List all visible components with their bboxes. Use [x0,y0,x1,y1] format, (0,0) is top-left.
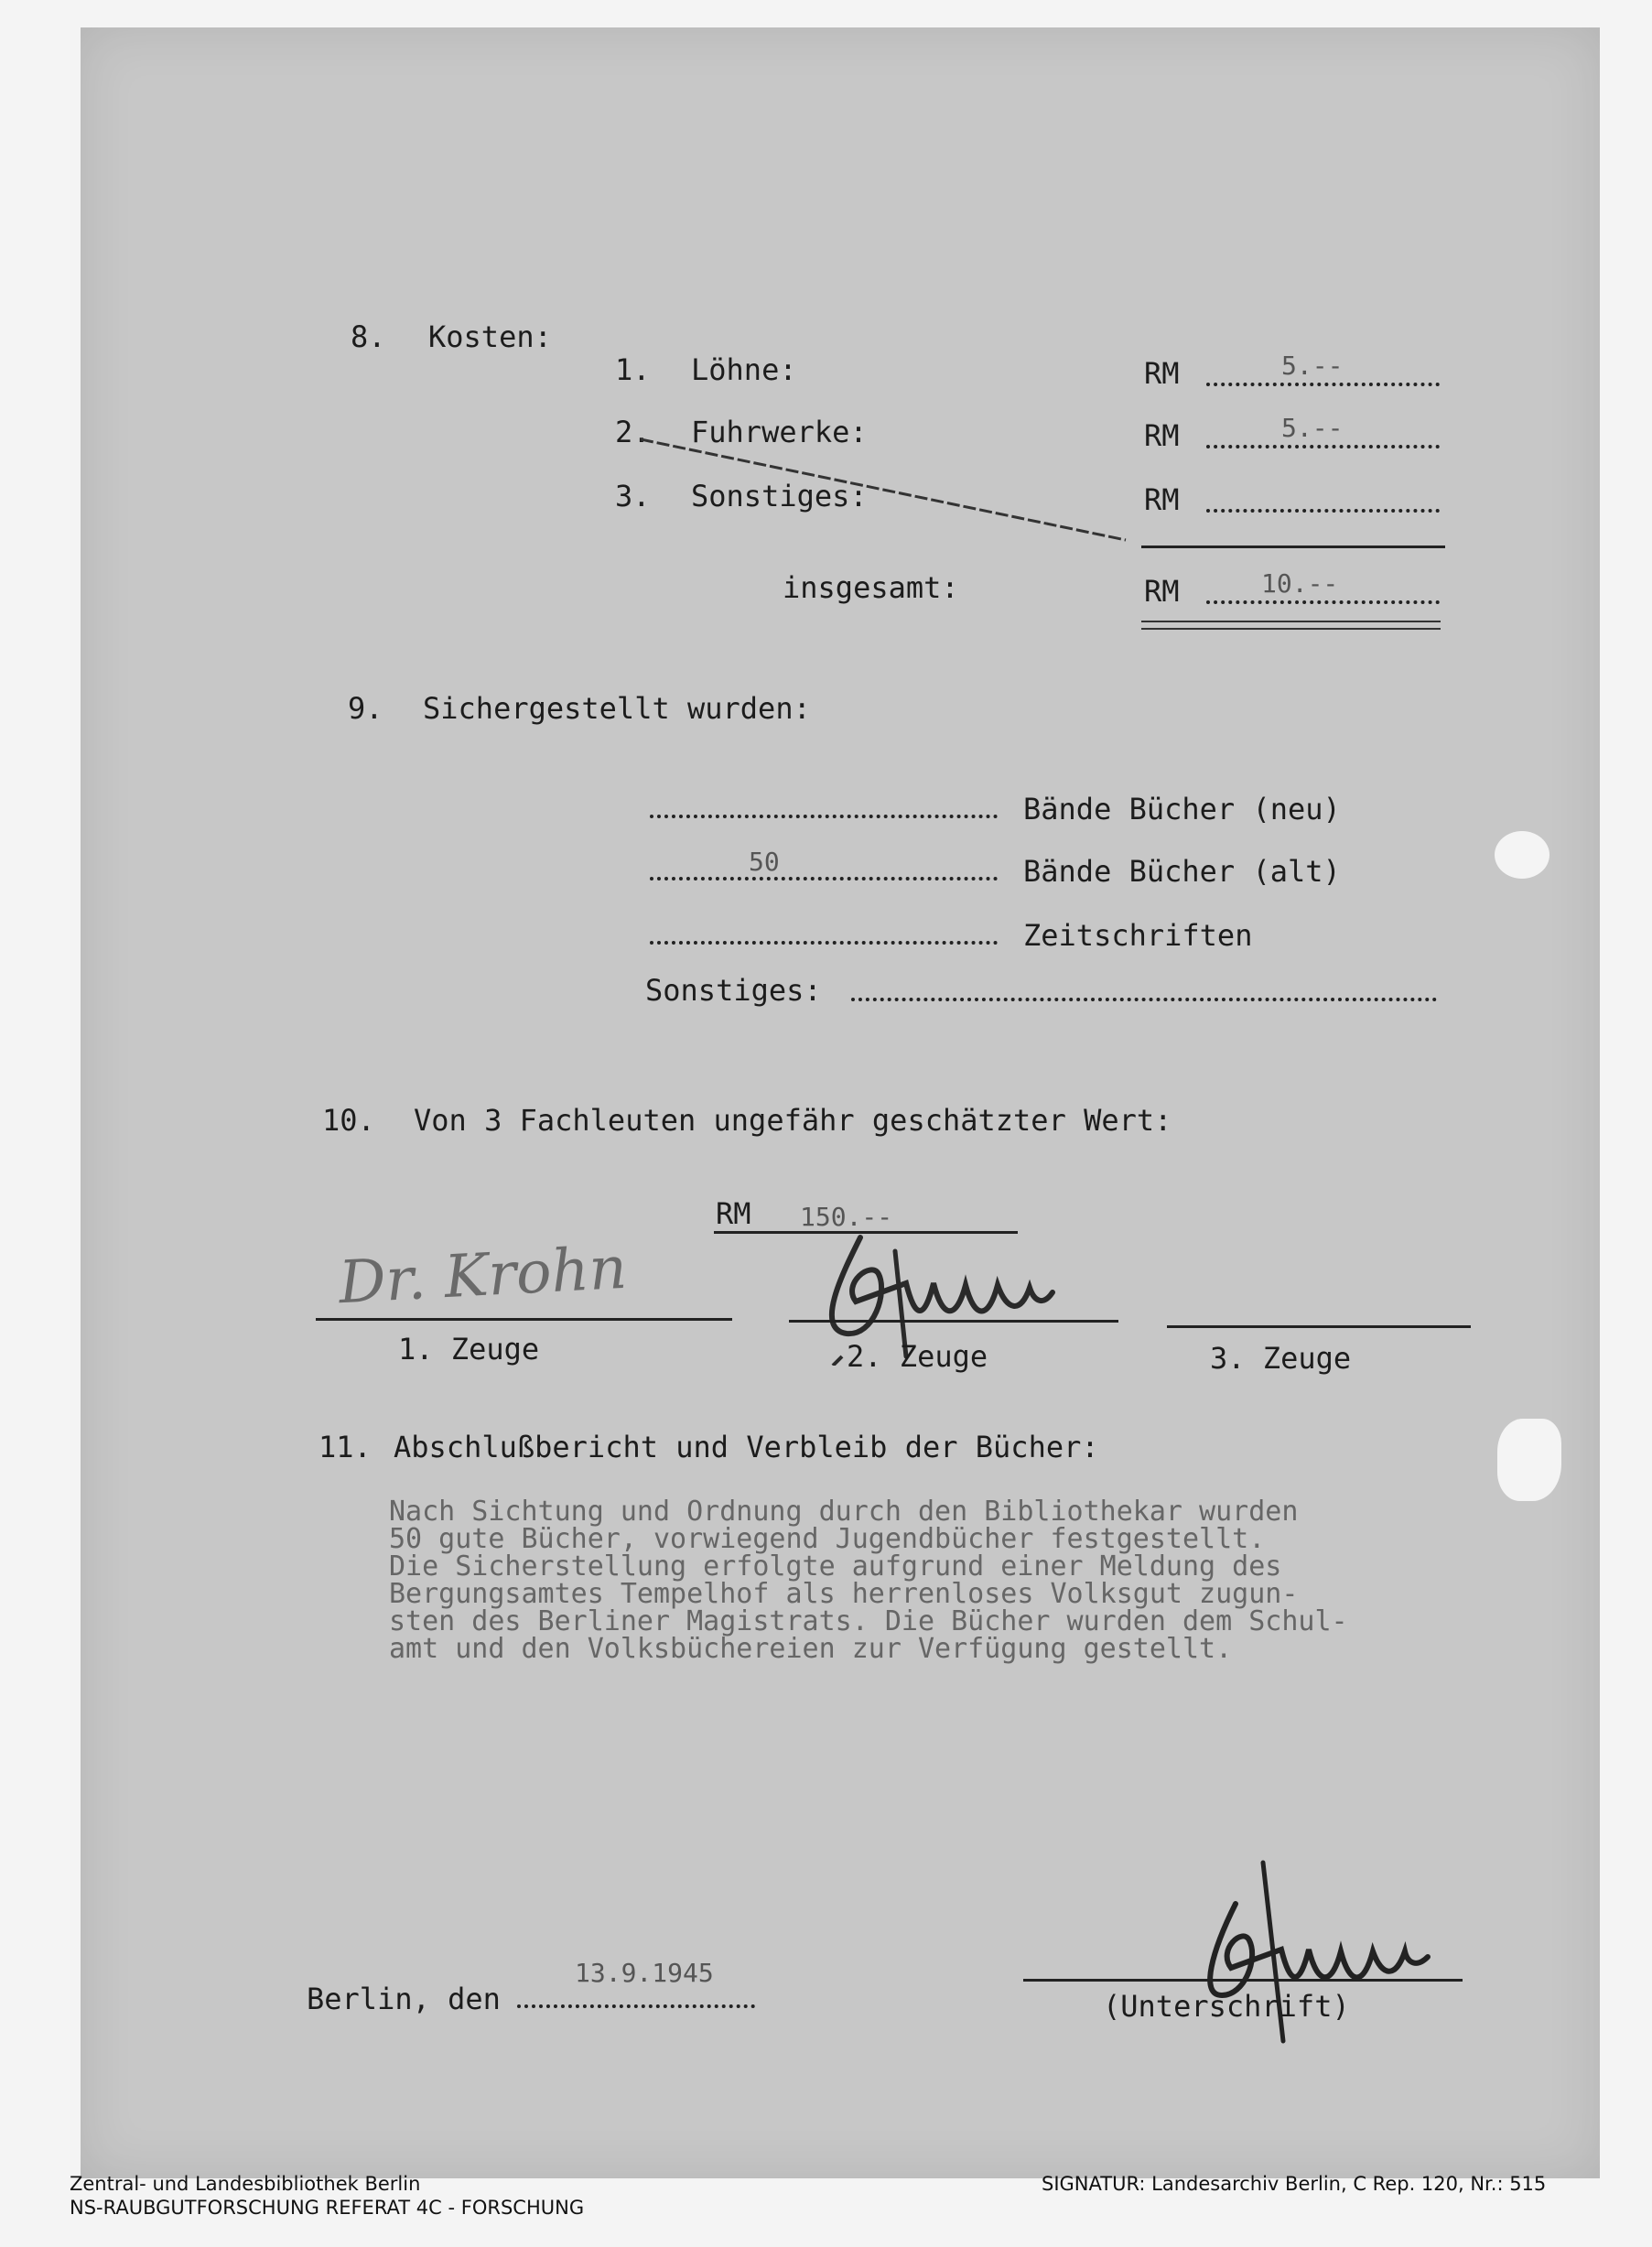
cost-total-label: insgesamt: [783,570,959,605]
document-date: 13.9.1945 [575,1958,714,1988]
signature-line [1023,1979,1463,1982]
cost-row-3-num: 3. [615,479,651,513]
cost-total-dots [1206,600,1440,604]
section9-title: Sichergestellt wurden: [423,691,811,726]
cost-row-1-dots [1206,383,1440,386]
secured-row-2-dots [650,877,998,880]
witness-1-label: 1. Zeuge [398,1332,540,1367]
section8-number: 8. [351,319,386,354]
report-line-3: Die Sicherstellung erfolgte aufgrund einer Meldung des [389,1550,1282,1583]
report-line-4: Bergungsamtes Tempelhof als herrenloses Volksgut zugun- [389,1578,1299,1610]
cost-row-3-currency: RM [1144,482,1180,517]
estimated-value-amount: 150.-- [800,1202,893,1232]
cost-row-2-value: 5.-- [1281,413,1344,443]
cost-row-1-value: 5.-- [1281,351,1344,381]
section9-number: 9. [348,691,383,726]
secured-row-2-value: 50 [749,847,780,877]
secured-row-2-label: Bände Bücher (alt) [1023,854,1341,889]
witness-1-signature: Dr. Krohn [337,1234,629,1318]
footer-department: NS-RAUBGUTFORSCHUNG REFERAT 4C - FORSCHUNG [70,2197,585,2219]
footer-institution: Zentral- und Landesbibliothek Berlin [70,2173,421,2195]
witness-3-label: 3. Zeuge [1210,1341,1352,1376]
cost-row-2-label: Fuhrwerke: [691,415,868,449]
cost-row-2-dots [1206,445,1440,448]
signature-label: (Unterschrift) [1103,1989,1350,2024]
secured-row-1-dots [650,815,998,818]
punch-hole-top [1495,831,1549,879]
cost-total-double-rule [1141,621,1441,630]
estimated-value-currency: RM [716,1196,751,1231]
witness-2-line [789,1320,1118,1323]
official-signature [1162,1849,1474,2059]
report-line-1: Nach Sichtung und Ordnung durch den Bibliothekar wurden [389,1496,1299,1528]
cost-row-1-label: Löhne: [691,352,797,387]
report-line-6: amt und den Volksbüchereien zur Verfügung gestellt. [389,1633,1233,1665]
cost-row-2-num: 2. [615,415,651,449]
secured-row-1-label: Bände Bücher (neu) [1023,792,1341,826]
cost-row-1-currency: RM [1144,356,1180,391]
report-line-2: 50 gute Bücher, vorwiegend Jugendbücher festgestellt. [389,1523,1266,1555]
cost-total-value: 10.-- [1261,568,1339,599]
secured-row-3-dots [650,941,998,945]
section11-number: 11. [319,1430,372,1464]
cost-total-currency: RM [1144,574,1180,609]
section10-number: 10. [322,1103,375,1138]
cost-row-3-dots [1206,509,1440,513]
witness-1-line [316,1318,732,1321]
secured-row-3-label: Zeitschriften [1023,918,1253,953]
strike-through-line [641,430,1153,549]
cost-row-1-num: 1. [615,352,651,387]
place-date-label: Berlin, den [307,1982,501,2016]
witness-3-line [1167,1325,1471,1328]
cost-row-2-currency: RM [1144,418,1180,453]
witness-2-label: 2. Zeuge [847,1339,988,1374]
section11-title: Abschlußbericht und Verbleib der Bücher: [394,1430,1099,1464]
secured-other-label: Sonstiges: [645,973,822,1008]
cost-row-3-label: Sonstiges: [691,479,868,513]
section8-title: Kosten: [428,319,552,354]
date-dots [517,2004,755,2008]
secured-other-dots [851,998,1437,1001]
cost-sum-rule [1141,546,1445,548]
section10-title: Von 3 Fachleuten ungefähr geschätzter Wert: [414,1103,1172,1138]
punch-hole-bottom [1497,1419,1561,1501]
footer-signature-ref: SIGNATUR: Landesarchiv Berlin, C Rep. 120, Nr.: 515 [1042,2173,1547,2195]
report-line-5: sten des Berliner Magistrats. Die Bücher wurden dem Schul- [389,1605,1348,1637]
